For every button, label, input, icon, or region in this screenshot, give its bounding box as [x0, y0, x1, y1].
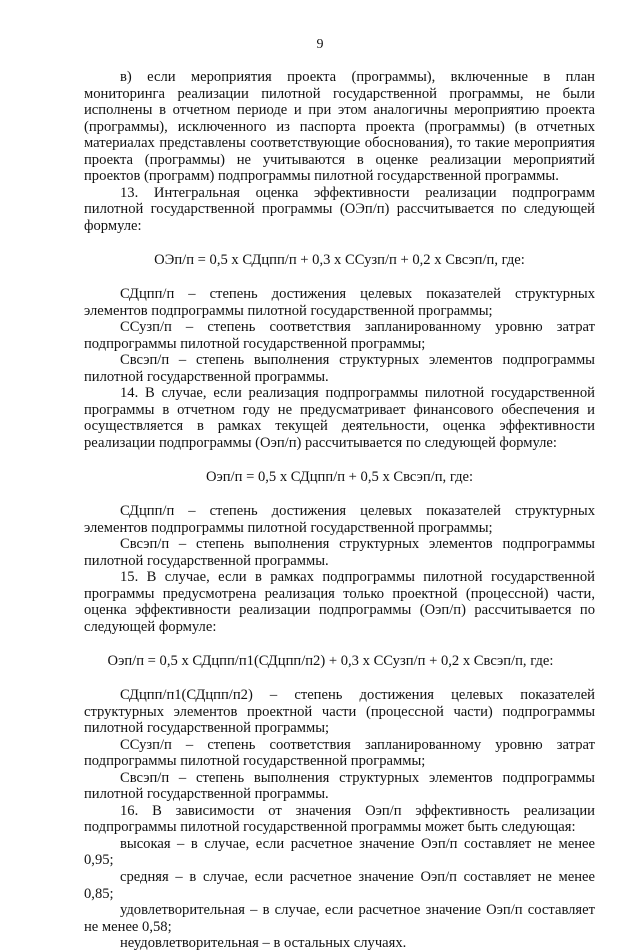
- page-number: 9: [316, 37, 324, 52]
- level-high: высокая – в случае, если расчетное значение Оэп/п составляет не менее 0,95;: [84, 835, 595, 869]
- definition-sdcpp: СДцпп/п – степень достижения целевых показателей структурных элементов подпрограммы пилотной государственной программы;: [84, 286, 595, 319]
- paragraph-15: 15. В случае, если в рамках подпрограммы пилотной государственной программы предусмотрена реализация только проектной (процессной) части, оценка эффективности реализации подпрограммы (Оэп/п) рассчитывается по следующей формуле:: [84, 569, 595, 635]
- definition-svsep-3: Свсэп/п – степень выполнения структурных элементов подпрограммы пилотной государственной программы.: [84, 769, 595, 803]
- formula-no-funding: Оэп/п = 0,5 х СДцпп/п + 0,5 х Свсэп/п, где:: [205, 469, 474, 486]
- level-satisfactory: удовлетворительная – в случае, если расчетное значение Оэп/п составляет не менее 0,58;: [84, 902, 595, 935]
- paragraph-16: 16. В зависимости от значения Оэп/п эффективность реализации подпрограммы пилотной государственной программы может быть следующая:: [84, 802, 595, 836]
- definition-ssuzp-2: ССузп/п – степень соответствия запланированному уровню затрат подпрограммы пилотной государственной программы;: [84, 736, 595, 770]
- definition-svsep: Свсэп/п – степень выполнения структурных элементов подпрограммы пилотной государственной программы.: [84, 352, 595, 385]
- level-unsatisfactory: неудовлетворительная – в остальных случаях.: [120, 935, 407, 952]
- document-body: [84, 69, 595, 952]
- formula-project-part: Оэп/п = 0,5 х СДцпп/п1(СДцпп/п2) + 0,3 х ССузп/п + 0,2 х Свсэп/п, где:: [107, 653, 554, 670]
- definition-sdcpp-parts: СДцпп/п1(СДцпп/п2) – степень достижения целевых показателей структурных элементов проектной части (процессной части) подпрограммы пилотной государственной программы;: [84, 686, 595, 737]
- formula-integral: ОЭп/п = 0,5 х СДцпп/п + 0,3 х ССузп/п + 0,2 х Свсэп/п, где:: [154, 252, 525, 269]
- level-medium: средняя – в случае, если расчетное значение Оэп/п составляет не менее 0,85;: [84, 868, 595, 902]
- paragraph-13: 13. Интегральная оценка эффективности реализации подпрограмм пилотной государственной программы (ОЭп/п) рассчитывается по следующей формуле:: [84, 184, 595, 234]
- paragraph-12v: в) если мероприятия проекта (программы), включенные в план мониторинга реализации пилотной государственной программы, не были исполнены в отчетном периоде и при этом аналогичны мероприятию проекта (программы), исключенного из паспорта проекта (программы) (в отчетных материалах представлены соответствующие обоснования), то такие мероприятия проекта (программы) не учитываются в оценке реализации мероприятий проектов (программ) подпрограммы пилотной государственной программы.: [84, 69, 595, 185]
- definition-svsep-2: Свсэп/п – степень выполнения структурных элементов подпрограммы пилотной государственной программы.: [84, 536, 595, 569]
- definition-ssuzp: ССузп/п – степень соответствия запланированному уровню затрат подпрограммы пилотной государственной программы;: [84, 319, 595, 352]
- paragraph-14: 14. В случае, если реализация подпрограммы пилотной государственной программы в отчетном году не предусматривает финансового обеспечения и осуществляется в рамках текущей деятельности, оценка эффективности реализации подпрограммы (Оэп/п) рассчитывается по следующей формуле:: [84, 385, 595, 451]
- definition-sdcpp-2: СДцпп/п – степень достижения целевых показателей структурных элементов подпрограммы пилотной государственной программы;: [84, 503, 595, 536]
